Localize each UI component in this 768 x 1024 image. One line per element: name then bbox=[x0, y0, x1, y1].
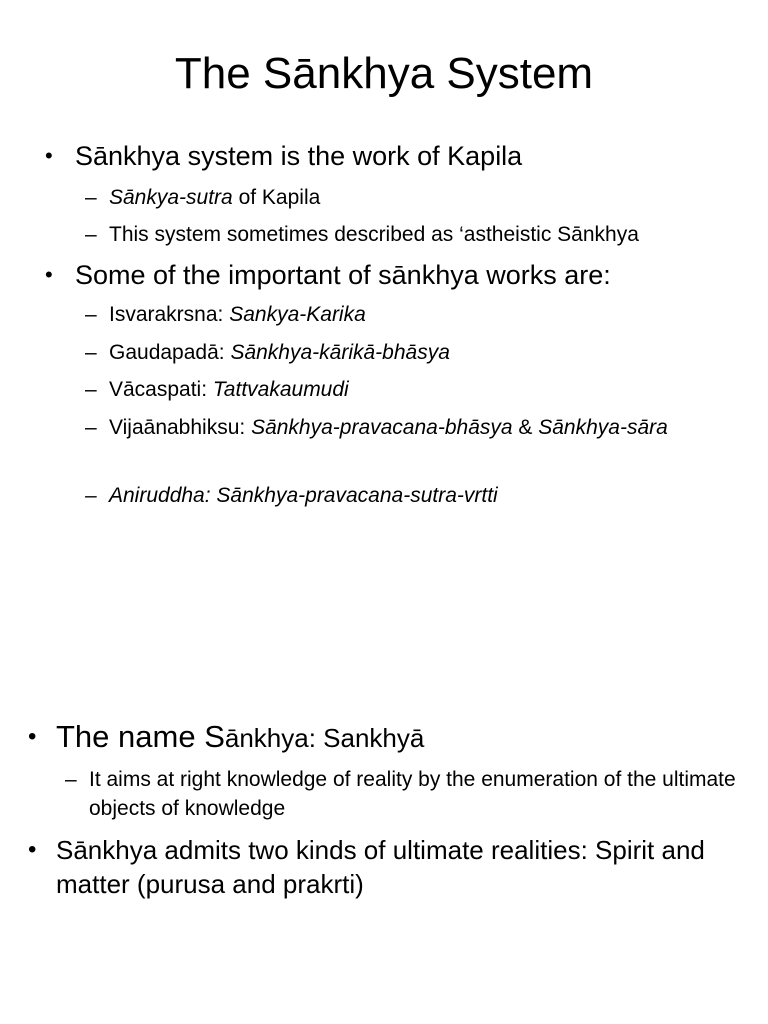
work-title: Sānkhya-pravacana-bhāsya bbox=[251, 416, 513, 439]
sub-bullet-marker: – bbox=[85, 303, 97, 326]
sub-bullet-marker: – bbox=[85, 341, 97, 364]
work-title: Sānkya-sutra bbox=[109, 186, 233, 209]
author-name: Vijaānabhiksu: bbox=[109, 416, 252, 439]
bullet-marker: • bbox=[45, 143, 53, 168]
sub-bullet-text: This system sometimes described as ‘astheistic Sānkhya bbox=[109, 223, 639, 246]
author-name: Vācaspati: bbox=[109, 378, 213, 401]
work-title: Sānkhya-kārikā-bhāsya bbox=[230, 341, 450, 364]
sub-bullet-text: It aims at right knowledge of reality by the enumeration of the ultimate objects of knowledge bbox=[89, 768, 736, 820]
work-title: Tattvakaumudi bbox=[212, 378, 349, 401]
bullet-marker: • bbox=[28, 836, 37, 863]
sub-bullet-enumeration bbox=[65, 765, 759, 823]
sub-bullet-marker: – bbox=[65, 768, 77, 791]
bullet-ultimate-realities bbox=[28, 833, 756, 901]
slide-2 bbox=[0, 700, 768, 1024]
bullet-text: Sānkhya admits two kinds of ultimate realities: Spirit and matter (purusa and prakrti) bbox=[56, 835, 705, 899]
slide-title: The Sānkhya System bbox=[174, 49, 594, 98]
sub-bullet-text: of Kapila bbox=[232, 186, 321, 209]
author-name: Aniruddha: bbox=[109, 484, 217, 507]
work-title: Sankya-Karika bbox=[229, 303, 366, 326]
sub-bullet-marker: – bbox=[85, 223, 97, 246]
bullet-text: Some of the important of sānkhya works are: bbox=[75, 260, 611, 290]
sub-bullet-marker: – bbox=[85, 416, 97, 439]
bullet-lead: The name S bbox=[56, 719, 225, 754]
bullet-text: Sānkhya system is the work of Kapila bbox=[75, 141, 523, 171]
sub-bullet-marker: – bbox=[85, 186, 97, 209]
sub-bullet-marker: – bbox=[85, 378, 97, 401]
bullet-name-sankhya bbox=[28, 719, 425, 755]
joiner-text: & bbox=[512, 416, 539, 439]
author-name: Isvarakrsna: bbox=[109, 303, 230, 326]
bullet-marker: • bbox=[28, 723, 37, 750]
sub-bullet-gaudapada bbox=[85, 338, 450, 367]
sub-bullet-vacaspati bbox=[85, 375, 349, 404]
sub-bullet-vijaanabhiksu bbox=[85, 413, 754, 442]
bullet-kapila bbox=[45, 139, 523, 173]
sub-bullet-sankya-sutra bbox=[85, 183, 321, 212]
work-title: Sānkhya-pravacana-sutra-vrtti bbox=[216, 484, 498, 507]
sub-bullet-isvarakrsna bbox=[85, 300, 366, 329]
sub-bullet-aniruddha bbox=[85, 481, 498, 510]
bullet-important-works bbox=[45, 258, 611, 292]
author-name: Gaudapadā: bbox=[109, 341, 231, 364]
sub-bullet-astheistic bbox=[85, 220, 639, 249]
bullet-text: : Sankhyā bbox=[308, 723, 425, 753]
bullet-lead-rest: ānkhya bbox=[224, 723, 309, 753]
sub-bullet-marker: – bbox=[85, 484, 97, 507]
work-title: Sānkhya-sāra bbox=[538, 416, 668, 439]
bullet-marker: • bbox=[45, 262, 53, 287]
